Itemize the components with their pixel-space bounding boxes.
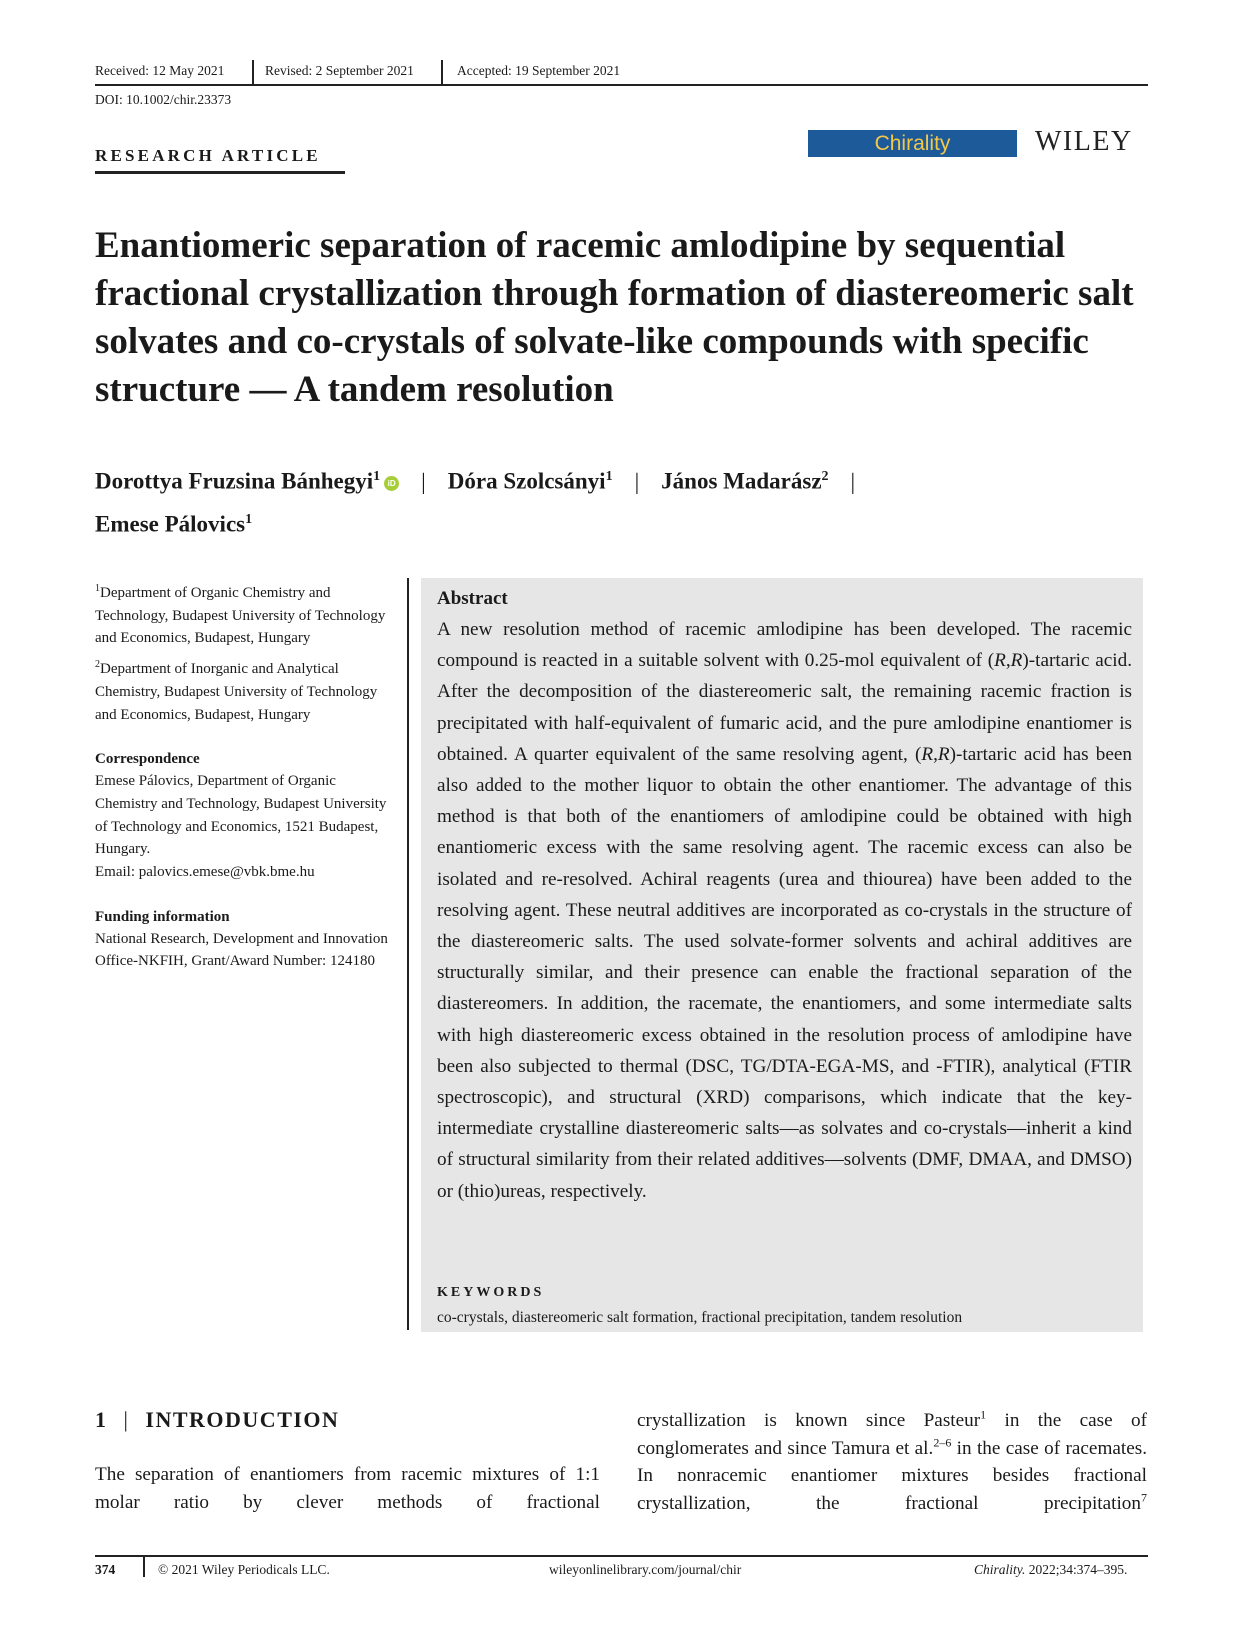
abstract-heading: Abstract <box>437 588 508 609</box>
author-name[interactable]: Dóra Szolcsányi <box>447 468 606 494</box>
author-list <box>95 458 1155 543</box>
article-type-underline <box>95 171 345 174</box>
correspondence-heading: Correspondence <box>95 751 200 768</box>
citation-ref[interactable]: 1 <box>980 1407 987 1422</box>
intro-paragraph-right: crystallization is known since Pasteur$^1$ in the case of conglomerates and since Tamura et al.$^{2-6}$ in the case of racemates. In nonracemic enantiomer mixtures besides fractional crystallization, the fractional precipitation$^7$ <box>637 1407 1147 1514</box>
author-separator: | <box>634 468 640 494</box>
publisher-logo: WILEY <box>1035 126 1133 157</box>
funding-text: National Research, Development and Innovation Office-NKFIH, Grant/Award Number: 124180 <box>95 930 388 970</box>
publication-dates <box>95 60 1148 86</box>
divider <box>441 60 443 84</box>
author-name[interactable]: Dorottya Fruzsina Bánhegyi <box>95 468 374 494</box>
divider <box>252 60 254 84</box>
doi[interactable]: DOI: 10.1002/chir.23373 <box>95 92 232 107</box>
section-separator: | <box>123 1407 130 1432</box>
affiliation-marker: 1 <box>605 469 613 484</box>
author-separator: | <box>850 468 856 494</box>
affiliation-marker: 2 <box>821 469 829 484</box>
article-type: RESEARCH ARTICLE <box>95 146 321 165</box>
funding-heading: Funding information <box>95 908 230 925</box>
citation-ref[interactable]: 7 <box>1141 1490 1147 1505</box>
abstract-text: A new resolution method of racemic amlodipine has been developed. The racemic compound is reacted in a suitable solvent with 0.25-mol equivalent of (R,R)-tartaric acid. After the decomposition of the diastereomeric salt, the remaining racemic fraction is precipitated with half-equivalent of fumaric acid, and the pure amlodipine enantiomer is obtained. A quarter equivalent of the same resolving agent, (R,R)-tartaric acid has been also added to the mother liquor to obtain the other enantiomer. The advantage of this method is that both of the enantiomers of amlodipine could be obtained with high enantiomeric excess with the same resolving agent. The racemic excess can also be isolated and re-resolved. Achiral reagents (urea and thiourea) have been added to the resolving agent. These neutral additives are incorporated as co-crystals in the structure of the diastereomeric salts. The used solvate-former solvents and achiral additives are structurally similar, and their presence can enable the fractional separation of the diastereomers. In addition, the racemate, the enantiomers, and some intermediate salts with high diastereomeric excess obtained in the resolution process of amlodipine have been also subjected to thermal (DSC, TG/DTA-EGA-MS, and -FTIR), analytical (FTIR spectroscopic), and structural (XRD) comparisons, which indicate that the key-intermediate crystalline diastereomeric salts—as solvates and co-crystals—inherit a kind of structural similarity from their related additives—solvents (DMF, DMAA, and DMSO) or (thio)ureas, respectively. <box>437 619 1133 1202</box>
intro-paragraph-left: The separation of enantiomers from racemic mixtures of 1:1 molar ratio by clever methods of fractional <box>95 1464 600 1513</box>
column-divider <box>407 578 409 1330</box>
accepted-date: Accepted: 19 September 2021 <box>457 63 621 78</box>
footer-rule <box>95 1555 1148 1557</box>
affiliation-marker: 1 <box>373 469 381 484</box>
author-name[interactable]: Emese Pálovics <box>95 511 246 537</box>
orcid-icon[interactable]: iD <box>384 476 399 491</box>
section-title: INTRODUCTION <box>145 1407 340 1432</box>
article-info-column <box>95 578 395 973</box>
copyright: © 2021 Wiley Periodicals LLC. <box>158 1562 330 1577</box>
journal-url[interactable]: wileyonlinelibrary.com/journal/chir <box>549 1562 742 1577</box>
received-date: Received: 12 May 2021 <box>95 63 225 78</box>
citation-ref[interactable]: 2–6 <box>933 1435 952 1450</box>
affiliation-marker: 1 <box>245 511 253 527</box>
affiliation: $^2$Department of Inorganic and Analytical Chemistry, Budapest University of Technology and Economics, Budapest, Hungary <box>95 659 378 723</box>
author-separator: | <box>421 468 426 494</box>
journal-logo: Chirality <box>808 130 1017 157</box>
keywords-text: co-crystals, diastereomeric salt formation, fractional precipitation, tandem resolution <box>437 1309 963 1326</box>
section-heading <box>95 1407 339 1433</box>
page-number: 374 <box>95 1562 116 1577</box>
correspondence-text: Emese Pálovics, Department of Organic Chemistry and Technology, Budapest University of Technology and Economics, 1521 Budapest, Hungary. <box>95 773 387 858</box>
article-title: Enantiomeric separation of racemic amlodipine by sequential fractional crystallization through formation of diastereomeric salt solvates and co-crystals of solvate-like compounds with specific structure — A tandem resolution <box>95 225 1134 410</box>
footer-divider <box>143 1557 145 1577</box>
author-name[interactable]: János Madarász <box>661 468 822 494</box>
affiliation: $^1$Department of Organic Chemistry and Technology, Budapest University of Technology and Economics, Budapest, Hungary <box>95 583 386 647</box>
section-number: 1 <box>95 1407 108 1432</box>
correspondence-email[interactable]: Email: palovics.emese@vbk.bme.hu <box>95 864 315 881</box>
citation: Chirality. 2022;34:374–395. <box>974 1562 1128 1577</box>
keywords-heading: KEYWORDS <box>437 1285 545 1300</box>
revised-date: Revised: 2 September 2021 <box>265 63 414 78</box>
